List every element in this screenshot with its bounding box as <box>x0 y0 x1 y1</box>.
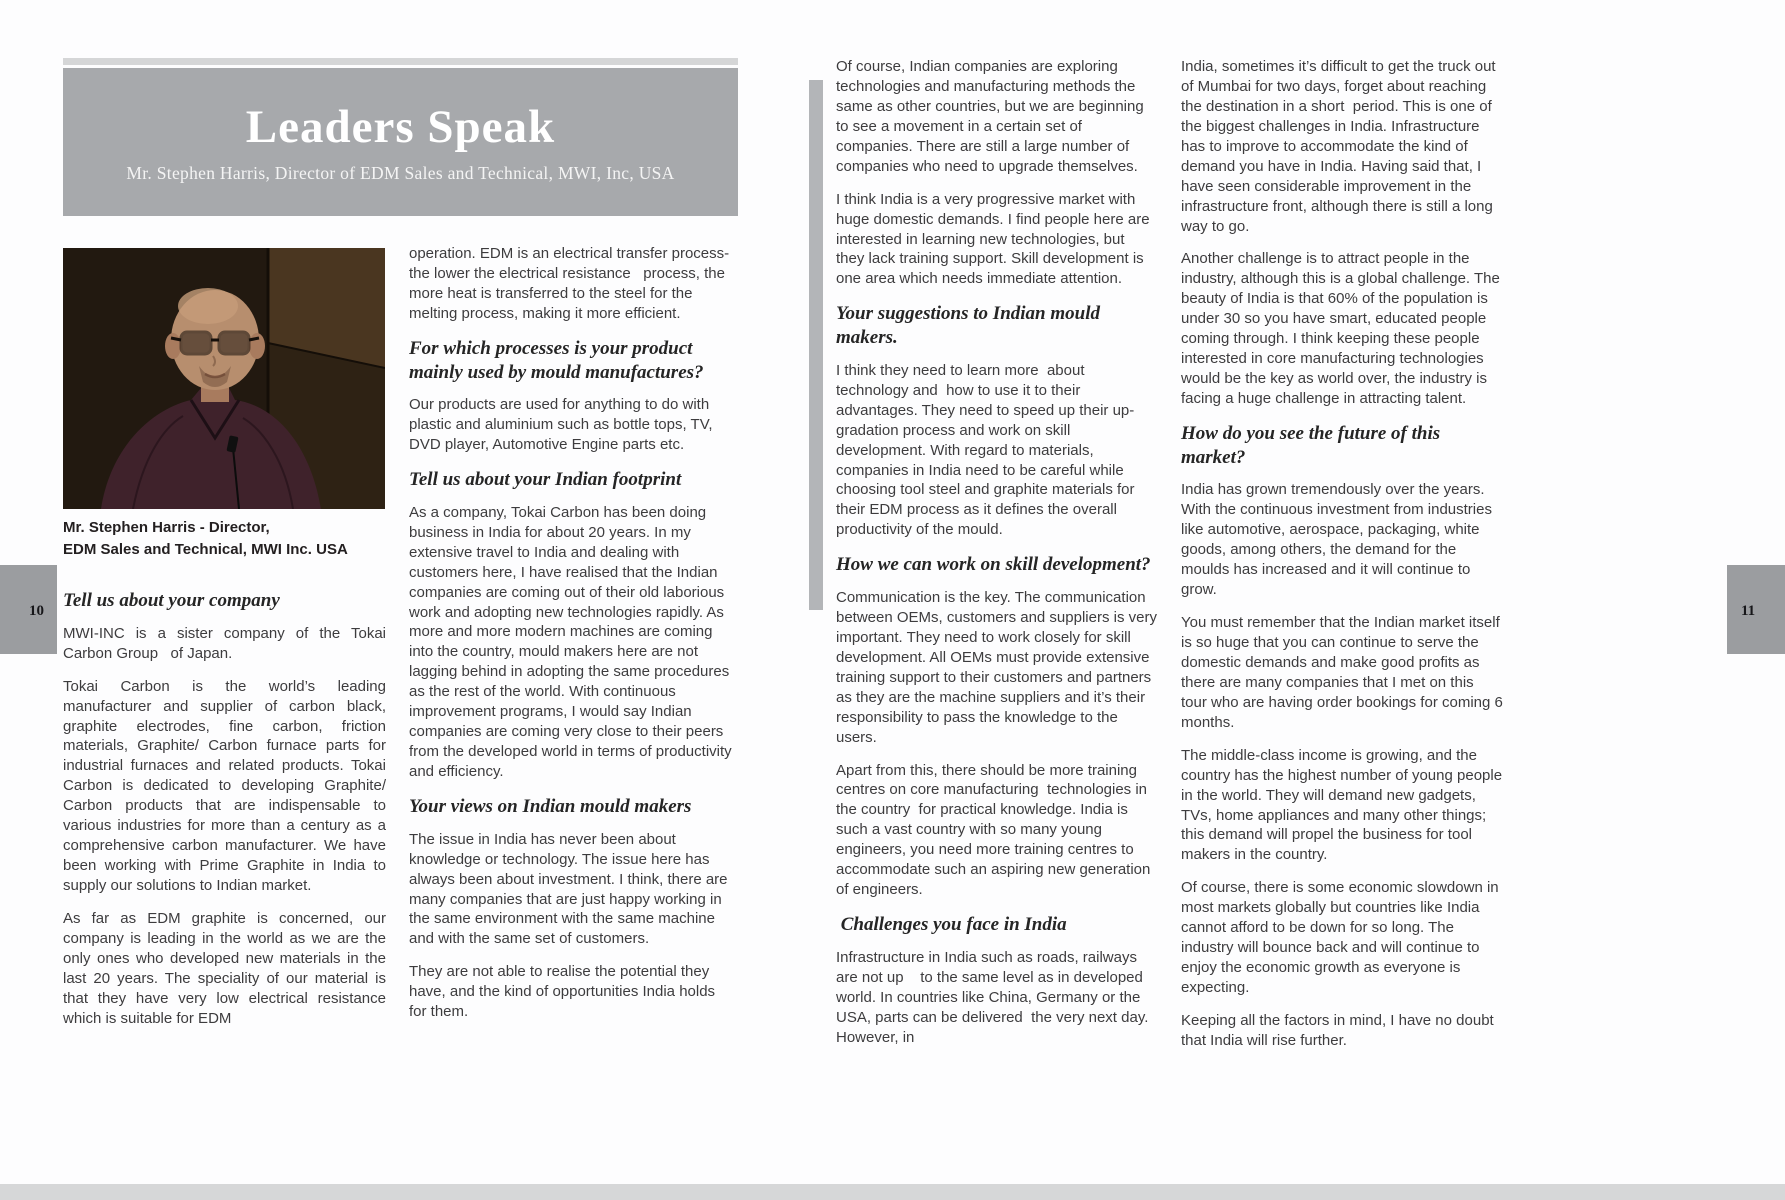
page-gutter-divider <box>809 80 823 610</box>
article-paragraph: They are not able to realise the potential they have, and the kind of opportunities India holds for them. <box>409 963 720 1021</box>
article-paragraph: The issue in India has never been about knowledge or technology. The issue here has always been about investment. I think, there are many companies that are just happy working in the same environment with the same machine and with the same set of customers. <box>409 830 732 948</box>
article-paragraph: Of course, there is some economic slowdown in most markets globally but countries like India cannot afford to be down for so long. The industry will bounce back and will continue to enjoy the economic growth as everyone is expecting. <box>1181 879 1503 996</box>
article-column-4 <box>1181 57 1508 1064</box>
section-heading: Your views on Indian mould makers <box>409 795 692 817</box>
section-heading: Challenges you face in India <box>836 914 1067 936</box>
page-number-right: 11 <box>1741 603 1756 619</box>
article-paragraph: MWI-INC is a sister company of the Tokai Carbon Group of Japan. <box>63 624 391 662</box>
article-column-3 <box>836 57 1162 1061</box>
section-heading: How we can work on skill development? <box>836 554 1151 576</box>
page-footer-strip <box>0 1184 1785 1200</box>
header-top-strip <box>63 58 738 65</box>
section-heading: Tell us about your Indian footprint <box>409 469 682 491</box>
photo-caption-line2: EDM Sales and Technical, MWI Inc. USA <box>63 540 348 558</box>
section-heading: Tell us about your company <box>63 590 280 611</box>
page-tab-right <box>1727 565 1785 654</box>
photo-caption <box>63 517 393 561</box>
section-heading: For which processes is your product mainly used by mould manufactures? <box>409 337 704 383</box>
article-paragraph: Our products are used for anything to do with plastic and aluminium such as bottle tops, TV, DVD player, Automotive Engine parts etc. <box>409 396 717 454</box>
article-paragraph: India, sometimes it’s difficult to get the truck out of Mumbai for two days, forget about reaching the destination in a short period. This is one of the biggest challenges in India. Infrastructure has to improve to accommodate the kind of demand you have in India. Having said that, I have seen considerable improvement in the infrastructure front, although there is still a long way to go. <box>1181 58 1500 235</box>
article-paragraph: Communication is the key. The communication between OEMs, customers and suppliers is very important. They need to work closely for skill development. All OEMs must provide extensive training support to their customers and partners as they are the machine suppliers and it’s their responsibility to pass the knowledge to the users. <box>836 589 1162 746</box>
article-paragraph: Infrastructure in India such as roads, railways are not up to the same level as in developed world. In countries like China, Germany or the USA, parts can be delivered the very next day. However, in <box>836 948 1153 1046</box>
article-paragraph: India has grown tremendously over the years. With the continuous investment from industries like automotive, aerospace, packaging, white goods, among others, the demand for the moulds has increased and it will continue to grow. <box>1181 481 1497 599</box>
page-tab-left <box>0 565 57 654</box>
article-title: Leaders Speak <box>245 101 556 153</box>
article-paragraph: You must remember that the Indian market itself is so huge that you can continue to serve the domestic demands and make good profits as there are many companies that I met on this tour who are having order bookings for coming 6 months. <box>1181 614 1508 731</box>
article-paragraph: Keeping all the factors in mind, I have no doubt that India will rise further. <box>1181 1011 1498 1049</box>
article-column-2 <box>409 244 735 1035</box>
article-paragraph: Of course, Indian companies are exploring technologies and manufacturing methods the same as other countries, but we are beginning to see a movement in a certain set of companies. There are still a large number of companies who need to upgrade themselves. <box>836 58 1148 175</box>
article-paragraph: Tokai Carbon is the world’s leading manufacturer and supplier of carbon black, graphite electrodes, fine carbon, friction materials, Graphite/ Carbon furnace parts for industrial furnaces and related products. Tokai Carbon is dedicated to developing Graphite/ Carbon products that are indispensable to various industries for more than a century as a comprehensive carbon manufacturer. We have been working with Prime Graphite in India to supply our solutions to Indian market. <box>63 677 391 894</box>
article-paragraph: The middle-class income is growing, and the country has the highest number of young people in the world. They will demand new gadgets, TVs, home appliances and many other things; this demand will propel the business for tool makers in the country. <box>1181 746 1507 864</box>
article-paragraph: As a company, Tokai Carbon has been doing business in India for about 20 years. In my extensive travel to India and dealing with customers here, I have realised that the Indian companies are coming out of their old laborious work and adopting new technologies rapidly. As more and more modern machines are coming into the country, mould makers here are not lagging behind in adopting the same procedures as the rest of the world. With continuous improvement programs, I would say Indian companies are coming very close to their peers from the developed world in terms of productivity and efficiency. <box>409 503 736 780</box>
article-paragraph: As far as EDM graphite is concerned, our company is leading in the world as we are the only ones who developed new materials in the last 20 years. The speciality of our material is that they have very low electrical resistance which is suitable for EDM <box>63 909 391 1027</box>
article-paragraph: Another challenge is to attract people in the industry, although this is a global challenge. The beauty of India is that 60% of the population is under 30 so you have smart, educated people coming through. I think keeping these people interested in core manufacturing technologies would be the key as world over, the industry is facing a huge challenge in attracting talent. <box>1181 250 1504 407</box>
portrait-photo <box>63 248 385 509</box>
article-paragraph: I think they need to learn more about technology and how to use it to their advantages. They need to speed up their up-gradation process and work on skill development. With regard to materials, companies in India need to be careful while choosing tool steel and graphite materials for their EDM process as it defines the overall productivity of the mould. <box>836 361 1139 539</box>
portrait-photo-graphic <box>63 248 385 509</box>
photo-caption-line1: Mr. Stephen Harris - Director, <box>63 519 270 536</box>
page-number-left: 10 <box>29 603 44 619</box>
article-paragraph: I think India is a very progressive market with huge domestic demands. I find people here are interested in learning new technologies, but they lack training support. Skill development is one area which needs immediate attention. <box>836 190 1154 288</box>
article-subtitle: Mr. Stephen Harris, Director of EDM Sales and Technical, MWI, Inc, USA <box>126 163 675 183</box>
section-heading: How do you see the future of this market? <box>1181 422 1445 468</box>
section-heading: Your suggestions to Indian mould makers. <box>836 303 1105 349</box>
article-banner <box>63 68 738 216</box>
article-paragraph: operation. EDM is an electrical transfer process- the lower the electrical resistance process, the more heat is transferred to the steel for the melting process, making it more efficient. <box>409 245 734 322</box>
article-column-1 <box>63 584 391 1042</box>
article-paragraph: Apart from this, there should be more training centres on core manufacturing technologies in the country for practical knowledge. India is such a vast country with so many young engineers, you need more training centres to accommodate such an aspiring new generation of engineers. <box>836 761 1155 899</box>
